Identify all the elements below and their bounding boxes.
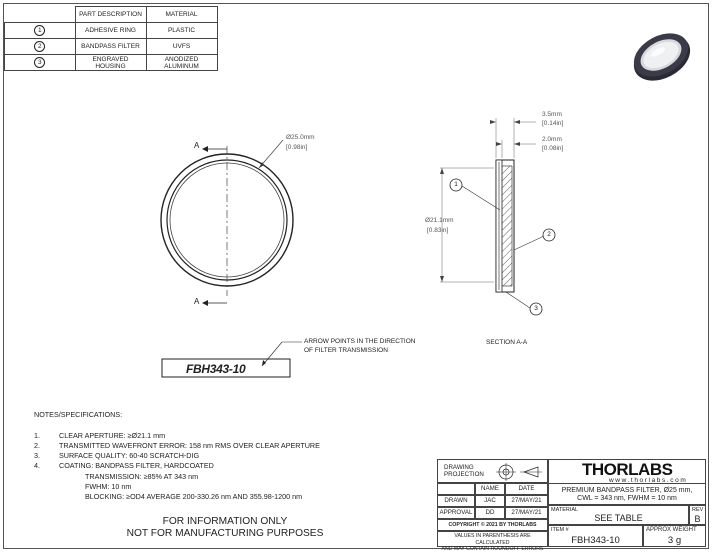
drawn-label: DRAWN <box>437 495 475 507</box>
coating-detail: FWHM: 10 nm <box>85 482 132 492</box>
approval-label: APPROVAL <box>437 507 475 519</box>
thickness-mm-label: 3.5mm <box>542 111 562 118</box>
approval-name: DD <box>475 507 505 519</box>
description-cell: PREMIUM BANDPASS FILTER, Ø25 mm, CWL = 343 nm, FWHM = 10 nm <box>548 483 706 505</box>
drawn-name: JAC <box>475 495 505 507</box>
material-header: MATERIAL <box>146 7 217 23</box>
parts-table <box>4 6 218 71</box>
coating-detail: BLOCKING: ≥OD4 AVERAGE 200-330.26 nm AND 355.98-1200 nm <box>85 492 303 502</box>
list-item: 3. SURFACE QUALITY: 60-40 SCRATCH-DIG <box>34 451 200 461</box>
diameter-mm-label: Ø25.0mm <box>286 134 315 141</box>
name-header: NAME <box>475 483 505 495</box>
rev-cell: REV B <box>689 505 706 525</box>
part-description: ADHESIVE RING <box>75 23 146 39</box>
copyright-text: COPYRIGHT © 2021 BY THORLABS <box>437 519 548 531</box>
notes-heading: NOTES/SPECIFICATIONS: <box>34 410 123 419</box>
section-view <box>420 100 580 320</box>
table-row <box>5 23 218 39</box>
table-row <box>5 55 218 71</box>
part-number-badge: 1 <box>34 25 45 36</box>
parts-table-header <box>5 7 218 23</box>
disclaimer: FOR INFORMATION ONLY NOT FOR MANUFACTURING PURPOSES <box>126 516 324 539</box>
list-item: 2. TRANSMITTED WAVEFRONT ERROR: 158 nm RMS OVER CLEAR APERTURE <box>34 440 320 450</box>
brand-logo: THORLABS <box>582 460 673 479</box>
table-row <box>5 39 218 55</box>
list-item: 4. COATING: BANDPASS FILTER, HARDCOATED <box>34 461 214 471</box>
values-note: VALUES IN PARENTHESIS ARE CALCULATED AND MAY CONTAIN ROUNDOFF ERRORS <box>437 531 548 547</box>
drawn-date: 27/MAY/21 <box>505 495 548 507</box>
part-number-badge: 3 <box>34 57 45 68</box>
filter-in-label: [0.08in] <box>542 145 564 152</box>
callout-2: 2 <box>547 231 551 238</box>
part-description: BANDPASS FILTER <box>75 39 146 55</box>
engraving-text: FBH343-10 <box>186 362 246 376</box>
notes-section <box>34 410 320 503</box>
drawing-projection-label: DRAWING PROJECTION <box>444 464 484 478</box>
material-cell: MATERIAL SEE TABLE <box>548 505 689 525</box>
thickness-in-label: [0.14in] <box>542 120 564 127</box>
approval-date: 27/MAY/21 <box>505 507 548 519</box>
coating-detail: TRANSMISSION: ≥85% AT 343 nm <box>85 471 199 481</box>
callout-1: 1 <box>454 181 458 188</box>
weight-cell: APPROX WEIGHT 3 g <box>643 525 706 547</box>
aperture-mm-label: Ø21.1mm <box>425 217 454 224</box>
section-mark-top: A <box>194 141 200 150</box>
section-label: SECTION A-A <box>486 339 528 346</box>
section-mark-bottom: A <box>194 297 200 306</box>
part-material: UVFS <box>146 39 217 55</box>
aperture-in-label: [0.83in] <box>427 227 449 234</box>
callout-3: 3 <box>534 305 538 312</box>
projection-cell <box>437 459 548 483</box>
filter-mm-label: 2.0mm <box>542 136 562 143</box>
part-material: PLASTIC <box>146 23 217 39</box>
part-description-header: PART DESCRIPTION <box>75 7 146 23</box>
brand-website: www.thorlabs.com <box>609 477 688 484</box>
part-material: ANODIZED ALUMINUM <box>146 55 217 71</box>
item-cell: ITEM # FBH343-10 <box>548 525 643 547</box>
part-description: ENGRAVED HOUSING <box>75 55 146 71</box>
list-item: 1. CLEAR APERTURE: ≥Ø21.1 mm <box>34 430 166 440</box>
diameter-in-label: [0.98in] <box>286 144 308 151</box>
arrow-note-line2: OF FILTER TRANSMISSION <box>304 347 388 354</box>
part-number-badge: 2 <box>34 41 45 52</box>
product-photo <box>628 18 694 84</box>
projection-symbol-icon <box>496 463 544 481</box>
date-header: DATE <box>505 483 548 495</box>
arrow-note-line1: ARROW POINTS IN THE DIRECTION <box>304 338 416 345</box>
